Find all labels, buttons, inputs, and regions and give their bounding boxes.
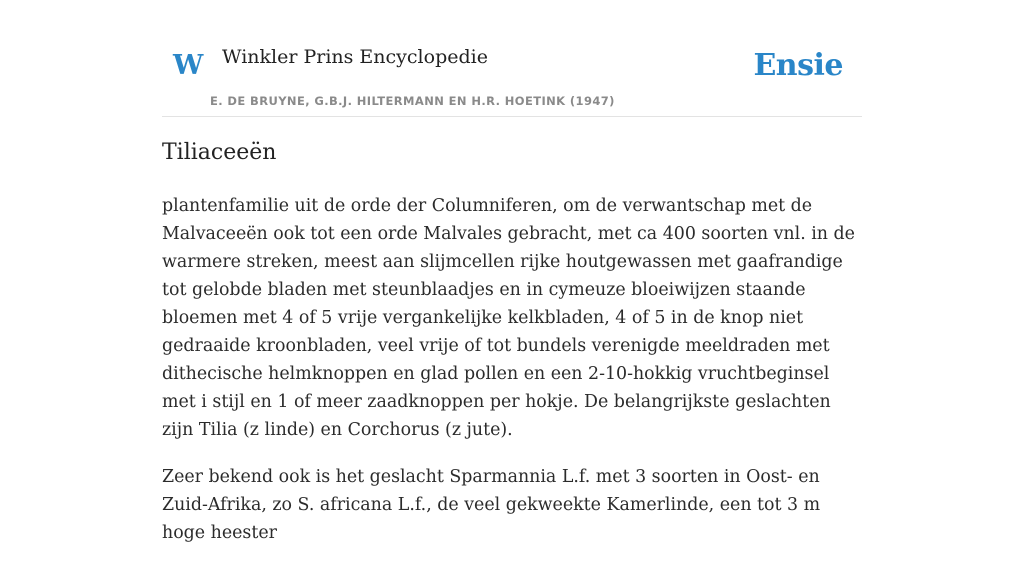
site-header xyxy=(162,0,862,117)
entry-title: Tiliaceeën xyxy=(162,140,277,165)
source-title[interactable]: Winkler Prins Encyclopedie xyxy=(222,46,488,68)
source-authors: E. DE BRUYNE, G.B.J. HILTERMANN EN H.R. HOETINK (1947) xyxy=(210,94,615,108)
logo-icon[interactable]: W xyxy=(173,50,204,81)
page xyxy=(162,0,862,543)
entry-body xyxy=(162,192,864,566)
entry-paragraph: Zeer bekend ook is het geslacht Sparmannia L.f. met 3 soorten in Oost- en Zuid-Afrika, zo S. africana L.f., de veel gekweekte Kamerlinde, een tot 3 m hoge heester xyxy=(162,467,821,543)
brand-logo[interactable]: Ensie xyxy=(753,48,843,83)
entry-paragraph: plantenfamilie uit de orde der Columniferen, om de verwantschap met de Malvaceeën ook tot een orde Malvales gebracht, met ca 400 soorten vnl. in de warmere streken, meest aan slijmcellen rijke houtgewassen met gaafrandige tot gelobde bladen met steunblaadjes en in cymeuze bloeiwijzen staande bloemen met 4 of 5 vrije vergankelijke kelkbladen, 4 of 5 in de knop niet gedraaide kroonbladen, veel vrije of tot bundels verenigde meeldraden met dithecische helmknoppen en glad pollen en een 2-10-hokkig vruchtbeginsel met i stijl en 1 of meer zaadknoppen per hokje. De belangrijkste geslachten zijn Tilia (z linde) en Corchorus (z jute). xyxy=(162,196,855,440)
